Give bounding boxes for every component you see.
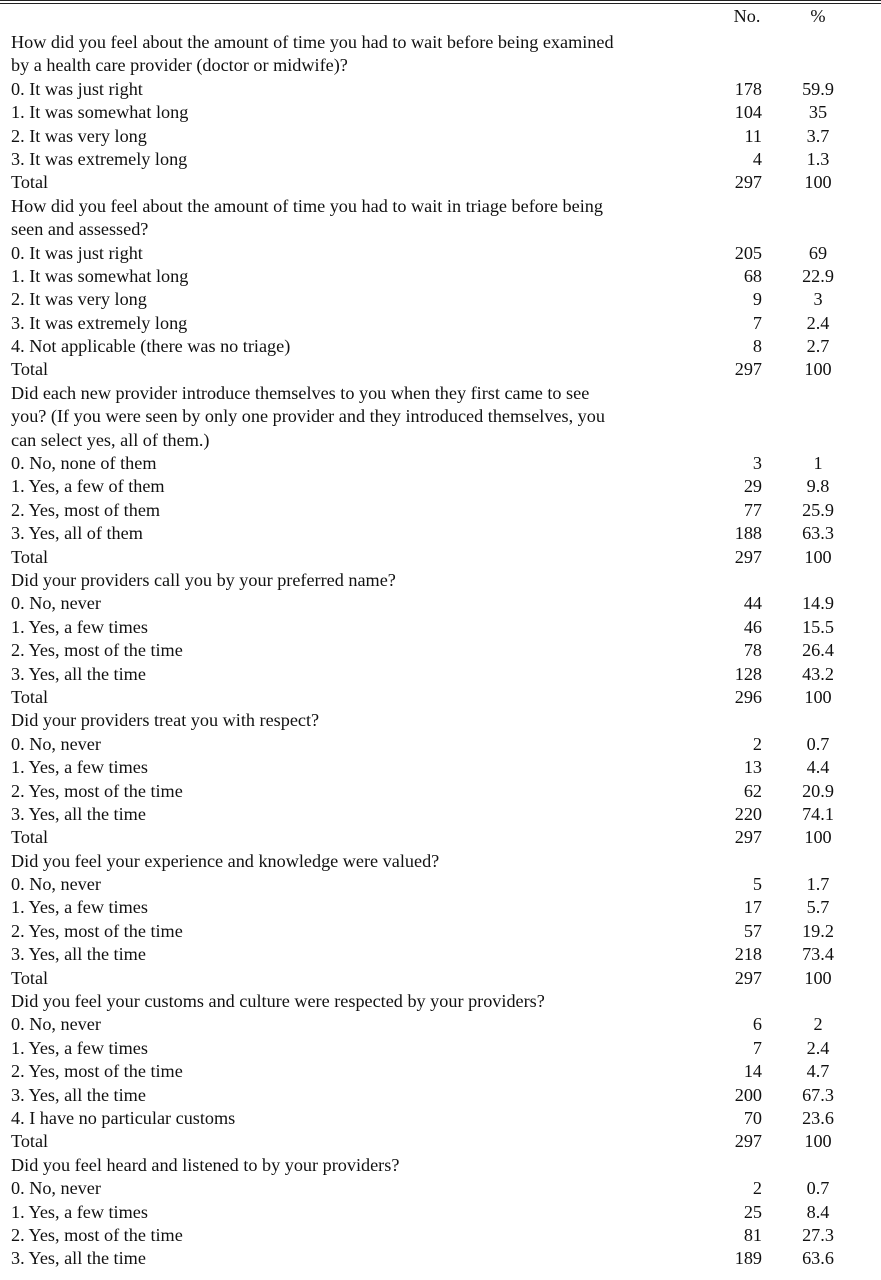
table-row bbox=[0, 1060, 881, 1083]
table-row bbox=[0, 943, 881, 966]
answer-label: 3. Yes, all the time bbox=[11, 663, 146, 684]
percent-cell: 0.7 bbox=[806, 733, 830, 754]
table-row bbox=[0, 686, 881, 709]
answer-label: Total bbox=[11, 827, 49, 848]
percent-cell: 2 bbox=[813, 1014, 823, 1035]
question-row bbox=[0, 218, 881, 241]
count-cell: 14 bbox=[743, 1061, 762, 1082]
percent-cell: 8.4 bbox=[806, 1201, 830, 1222]
question-row bbox=[0, 709, 881, 732]
table-row bbox=[0, 1177, 881, 1200]
percent-cell: 20.9 bbox=[802, 780, 834, 801]
table-row bbox=[0, 335, 881, 358]
answer-label: 2. Yes, most of the time bbox=[11, 920, 183, 941]
table-row bbox=[0, 780, 881, 803]
count-cell: 297 bbox=[734, 827, 762, 848]
percent-cell: 100 bbox=[804, 827, 832, 848]
count-cell: 44 bbox=[743, 593, 762, 614]
question-text: Did you feel your experience and knowledge were valued? bbox=[11, 850, 440, 871]
answer-label: Total bbox=[11, 359, 49, 380]
question-row bbox=[0, 1154, 881, 1177]
answer-label: Total bbox=[11, 1131, 49, 1152]
table-row bbox=[0, 616, 881, 639]
question-text: Did you feel your customs and culture were respected by your providers? bbox=[11, 991, 545, 1012]
table-row bbox=[0, 522, 881, 545]
percent-cell: 5.7 bbox=[806, 897, 830, 918]
count-cell: 188 bbox=[734, 523, 762, 544]
count-cell: 62 bbox=[743, 780, 762, 801]
table-row bbox=[0, 265, 881, 288]
answer-label: 2. Yes, most of them bbox=[11, 499, 161, 520]
answer-label: 1. It was somewhat long bbox=[11, 102, 189, 123]
answer-label: 3. Yes, all the time bbox=[11, 803, 146, 824]
answer-label: 3. Yes, all of them bbox=[11, 523, 143, 544]
answer-label: Total bbox=[11, 172, 49, 193]
percent-cell: 23.6 bbox=[802, 1107, 834, 1128]
percent-cell: 19.2 bbox=[802, 920, 834, 941]
percent-cell: 43.2 bbox=[802, 663, 834, 684]
table-row bbox=[0, 1107, 881, 1130]
answer-label: 0. No, never bbox=[11, 593, 101, 614]
table-row bbox=[0, 663, 881, 686]
count-cell: 297 bbox=[734, 172, 762, 193]
count-cell: 78 bbox=[743, 640, 762, 661]
count-cell: 297 bbox=[734, 546, 762, 567]
question-text: you? (If you were seen by only one provider and they introduced themselves, you bbox=[11, 406, 605, 427]
answer-label: 2. Yes, most of the time bbox=[11, 1224, 183, 1245]
table-row bbox=[0, 171, 881, 194]
table-row bbox=[0, 1247, 881, 1270]
table-row bbox=[0, 1224, 881, 1247]
percent-cell: 1 bbox=[813, 453, 823, 474]
count-cell: 220 bbox=[734, 803, 762, 824]
table-row bbox=[0, 78, 881, 101]
question-row bbox=[0, 850, 881, 873]
count-cell: 189 bbox=[734, 1248, 762, 1269]
table-row bbox=[0, 1084, 881, 1107]
answer-label: 3. Yes, all the time bbox=[11, 944, 146, 965]
question-text: How did you feel about the amount of time you had to wait in triage before being bbox=[11, 195, 603, 216]
table-row bbox=[0, 592, 881, 615]
count-cell: 8 bbox=[752, 336, 762, 357]
count-cell: 2 bbox=[752, 1178, 762, 1199]
percent-cell: 100 bbox=[804, 546, 832, 567]
answer-label: 1. Yes, a few times bbox=[11, 616, 148, 637]
count-cell: 297 bbox=[734, 359, 762, 380]
answer-label: 0. It was just right bbox=[11, 78, 143, 99]
count-cell: 81 bbox=[743, 1224, 762, 1245]
table-row bbox=[0, 475, 881, 498]
table-row bbox=[0, 312, 881, 335]
answer-label: 0. No, never bbox=[11, 1014, 101, 1035]
answer-label: 0. It was just right bbox=[11, 242, 143, 263]
percent-cell: 25.9 bbox=[802, 499, 834, 520]
table-row bbox=[0, 288, 881, 311]
count-cell: 104 bbox=[734, 102, 762, 123]
answer-label: 4. Not applicable (there was no triage) bbox=[11, 336, 291, 357]
count-cell: 218 bbox=[734, 944, 762, 965]
table-row bbox=[0, 101, 881, 124]
answer-label: Total bbox=[11, 967, 49, 988]
table-row bbox=[0, 756, 881, 779]
answer-label: 4. I have no particular customs bbox=[11, 1107, 236, 1128]
question-text: can select yes, all of them.) bbox=[11, 429, 210, 450]
count-cell: 4 bbox=[752, 148, 762, 169]
percent-cell: 59.9 bbox=[802, 78, 834, 99]
count-cell: 25 bbox=[743, 1201, 762, 1222]
answer-label: Total bbox=[11, 546, 49, 567]
table-row bbox=[0, 452, 881, 475]
answer-label: 3. It was extremely long bbox=[11, 148, 188, 169]
percent-cell: 4.4 bbox=[806, 757, 830, 778]
count-cell: 200 bbox=[734, 1084, 762, 1105]
question-row bbox=[0, 429, 881, 452]
table-row bbox=[0, 1037, 881, 1060]
percent-cell: 15.5 bbox=[802, 616, 834, 637]
count-cell: 128 bbox=[734, 663, 762, 684]
answer-label: 0. No, never bbox=[11, 874, 101, 895]
question-row bbox=[0, 382, 881, 405]
percent-cell: 63.3 bbox=[802, 523, 834, 544]
percent-cell: 74.1 bbox=[802, 803, 834, 824]
answer-label: 1. Yes, a few times bbox=[11, 757, 148, 778]
percent-cell: 100 bbox=[804, 172, 832, 193]
answer-label: 0. No, never bbox=[11, 733, 101, 754]
table-row bbox=[0, 1130, 881, 1153]
count-cell: 70 bbox=[743, 1107, 762, 1128]
table-row bbox=[0, 242, 881, 265]
count-cell: 7 bbox=[752, 312, 762, 333]
percent-cell: 100 bbox=[804, 967, 832, 988]
percent-cell: 100 bbox=[804, 1131, 832, 1152]
question-row bbox=[0, 405, 881, 428]
count-cell: 7 bbox=[752, 1037, 762, 1058]
answer-label: 1. It was somewhat long bbox=[11, 265, 189, 286]
percent-cell: 69 bbox=[808, 242, 828, 263]
count-cell: 77 bbox=[743, 499, 762, 520]
percent-cell: 35 bbox=[808, 102, 828, 123]
percent-cell: 2.4 bbox=[806, 312, 830, 333]
header-percent: % bbox=[810, 6, 826, 26]
count-cell: 296 bbox=[734, 686, 762, 707]
answer-label: 1. Yes, a few times bbox=[11, 1037, 148, 1058]
table-row bbox=[0, 1201, 881, 1224]
table-body bbox=[0, 31, 881, 1271]
percent-cell: 3 bbox=[813, 289, 823, 310]
count-cell: 178 bbox=[734, 78, 762, 99]
question-text: Did your providers treat you with respect? bbox=[11, 710, 320, 731]
table-row bbox=[0, 358, 881, 381]
question-text: Did you feel heard and listened to by your providers? bbox=[11, 1154, 400, 1175]
percent-cell: 9.8 bbox=[806, 476, 830, 497]
percent-cell: 67.3 bbox=[802, 1084, 834, 1105]
answer-label: 1. Yes, a few times bbox=[11, 897, 148, 918]
count-cell: 11 bbox=[744, 125, 762, 146]
answer-label: 2. It was very long bbox=[11, 125, 147, 146]
answer-label: 0. No, none of them bbox=[11, 453, 157, 474]
question-row bbox=[0, 54, 881, 77]
question-row bbox=[0, 569, 881, 592]
percent-cell: 0.7 bbox=[806, 1178, 830, 1199]
answer-label: 3. It was extremely long bbox=[11, 312, 188, 333]
header-no: No. bbox=[733, 6, 761, 26]
count-cell: 205 bbox=[734, 242, 762, 263]
answer-label: 2. Yes, most of the time bbox=[11, 640, 183, 661]
question-row bbox=[0, 31, 881, 54]
question-text: How did you feel about the amount of time you had to wait before being examined bbox=[11, 32, 614, 52]
count-cell: 13 bbox=[743, 757, 762, 778]
percent-cell: 100 bbox=[804, 686, 832, 707]
percent-cell: 1.3 bbox=[806, 148, 830, 169]
question-row bbox=[0, 195, 881, 218]
answer-label: 3. Yes, all the time bbox=[11, 1248, 146, 1269]
percent-cell: 4.7 bbox=[806, 1061, 830, 1082]
table-row bbox=[0, 1013, 881, 1036]
percent-cell: 14.9 bbox=[802, 593, 834, 614]
answer-label: 0. No, never bbox=[11, 1178, 101, 1199]
table-row bbox=[0, 499, 881, 522]
count-cell: 297 bbox=[734, 967, 762, 988]
table-row bbox=[0, 896, 881, 919]
percent-cell: 27.3 bbox=[802, 1224, 834, 1245]
answer-label: 2. Yes, most of the time bbox=[11, 1061, 183, 1082]
table-row bbox=[0, 733, 881, 756]
percent-cell: 100 bbox=[804, 359, 832, 380]
table-row bbox=[0, 148, 881, 171]
table-row bbox=[0, 546, 881, 569]
answer-label: 2. It was very long bbox=[11, 289, 147, 310]
question-row bbox=[0, 990, 881, 1013]
top-rule-outer bbox=[0, 0, 881, 1]
table-row bbox=[0, 639, 881, 662]
answer-label: 1. Yes, a few times bbox=[11, 1201, 148, 1222]
count-cell: 5 bbox=[752, 874, 762, 895]
top-rule-inner bbox=[0, 3, 881, 4]
table-row bbox=[0, 920, 881, 943]
percent-cell: 1.7 bbox=[806, 874, 830, 895]
question-text: seen and assessed? bbox=[11, 219, 149, 240]
answer-label: Total bbox=[11, 686, 49, 707]
question-text: Did your providers call you by your preferred name? bbox=[11, 569, 396, 590]
percent-cell: 2.7 bbox=[806, 336, 830, 357]
count-cell: 57 bbox=[743, 920, 762, 941]
table-row bbox=[0, 803, 881, 826]
count-cell: 2 bbox=[752, 733, 762, 754]
table-row bbox=[0, 873, 881, 896]
percent-cell: 2.4 bbox=[806, 1037, 830, 1058]
percent-cell: 73.4 bbox=[802, 944, 834, 965]
percent-cell: 3.7 bbox=[806, 125, 830, 146]
table-row bbox=[0, 967, 881, 990]
count-cell: 17 bbox=[743, 897, 762, 918]
percent-cell: 26.4 bbox=[802, 640, 834, 661]
question-text: by a health care provider (doctor or midwife)? bbox=[11, 55, 348, 76]
percent-cell: 22.9 bbox=[802, 265, 834, 286]
table-row bbox=[0, 826, 881, 849]
table-header bbox=[0, 6, 881, 30]
count-cell: 9 bbox=[752, 289, 762, 310]
count-cell: 297 bbox=[734, 1131, 762, 1152]
count-cell: 29 bbox=[743, 476, 762, 497]
answer-label: 2. Yes, most of the time bbox=[11, 780, 183, 801]
count-cell: 46 bbox=[743, 616, 762, 637]
count-cell: 68 bbox=[743, 265, 762, 286]
answer-label: 3. Yes, all the time bbox=[11, 1084, 146, 1105]
percent-cell: 63.6 bbox=[802, 1248, 834, 1269]
table-row bbox=[0, 125, 881, 148]
question-text: Did each new provider introduce themselves to you when they first came to see bbox=[11, 382, 590, 403]
answer-label: 1. Yes, a few of them bbox=[11, 476, 165, 497]
count-cell: 3 bbox=[752, 453, 762, 474]
count-cell: 6 bbox=[752, 1014, 762, 1035]
